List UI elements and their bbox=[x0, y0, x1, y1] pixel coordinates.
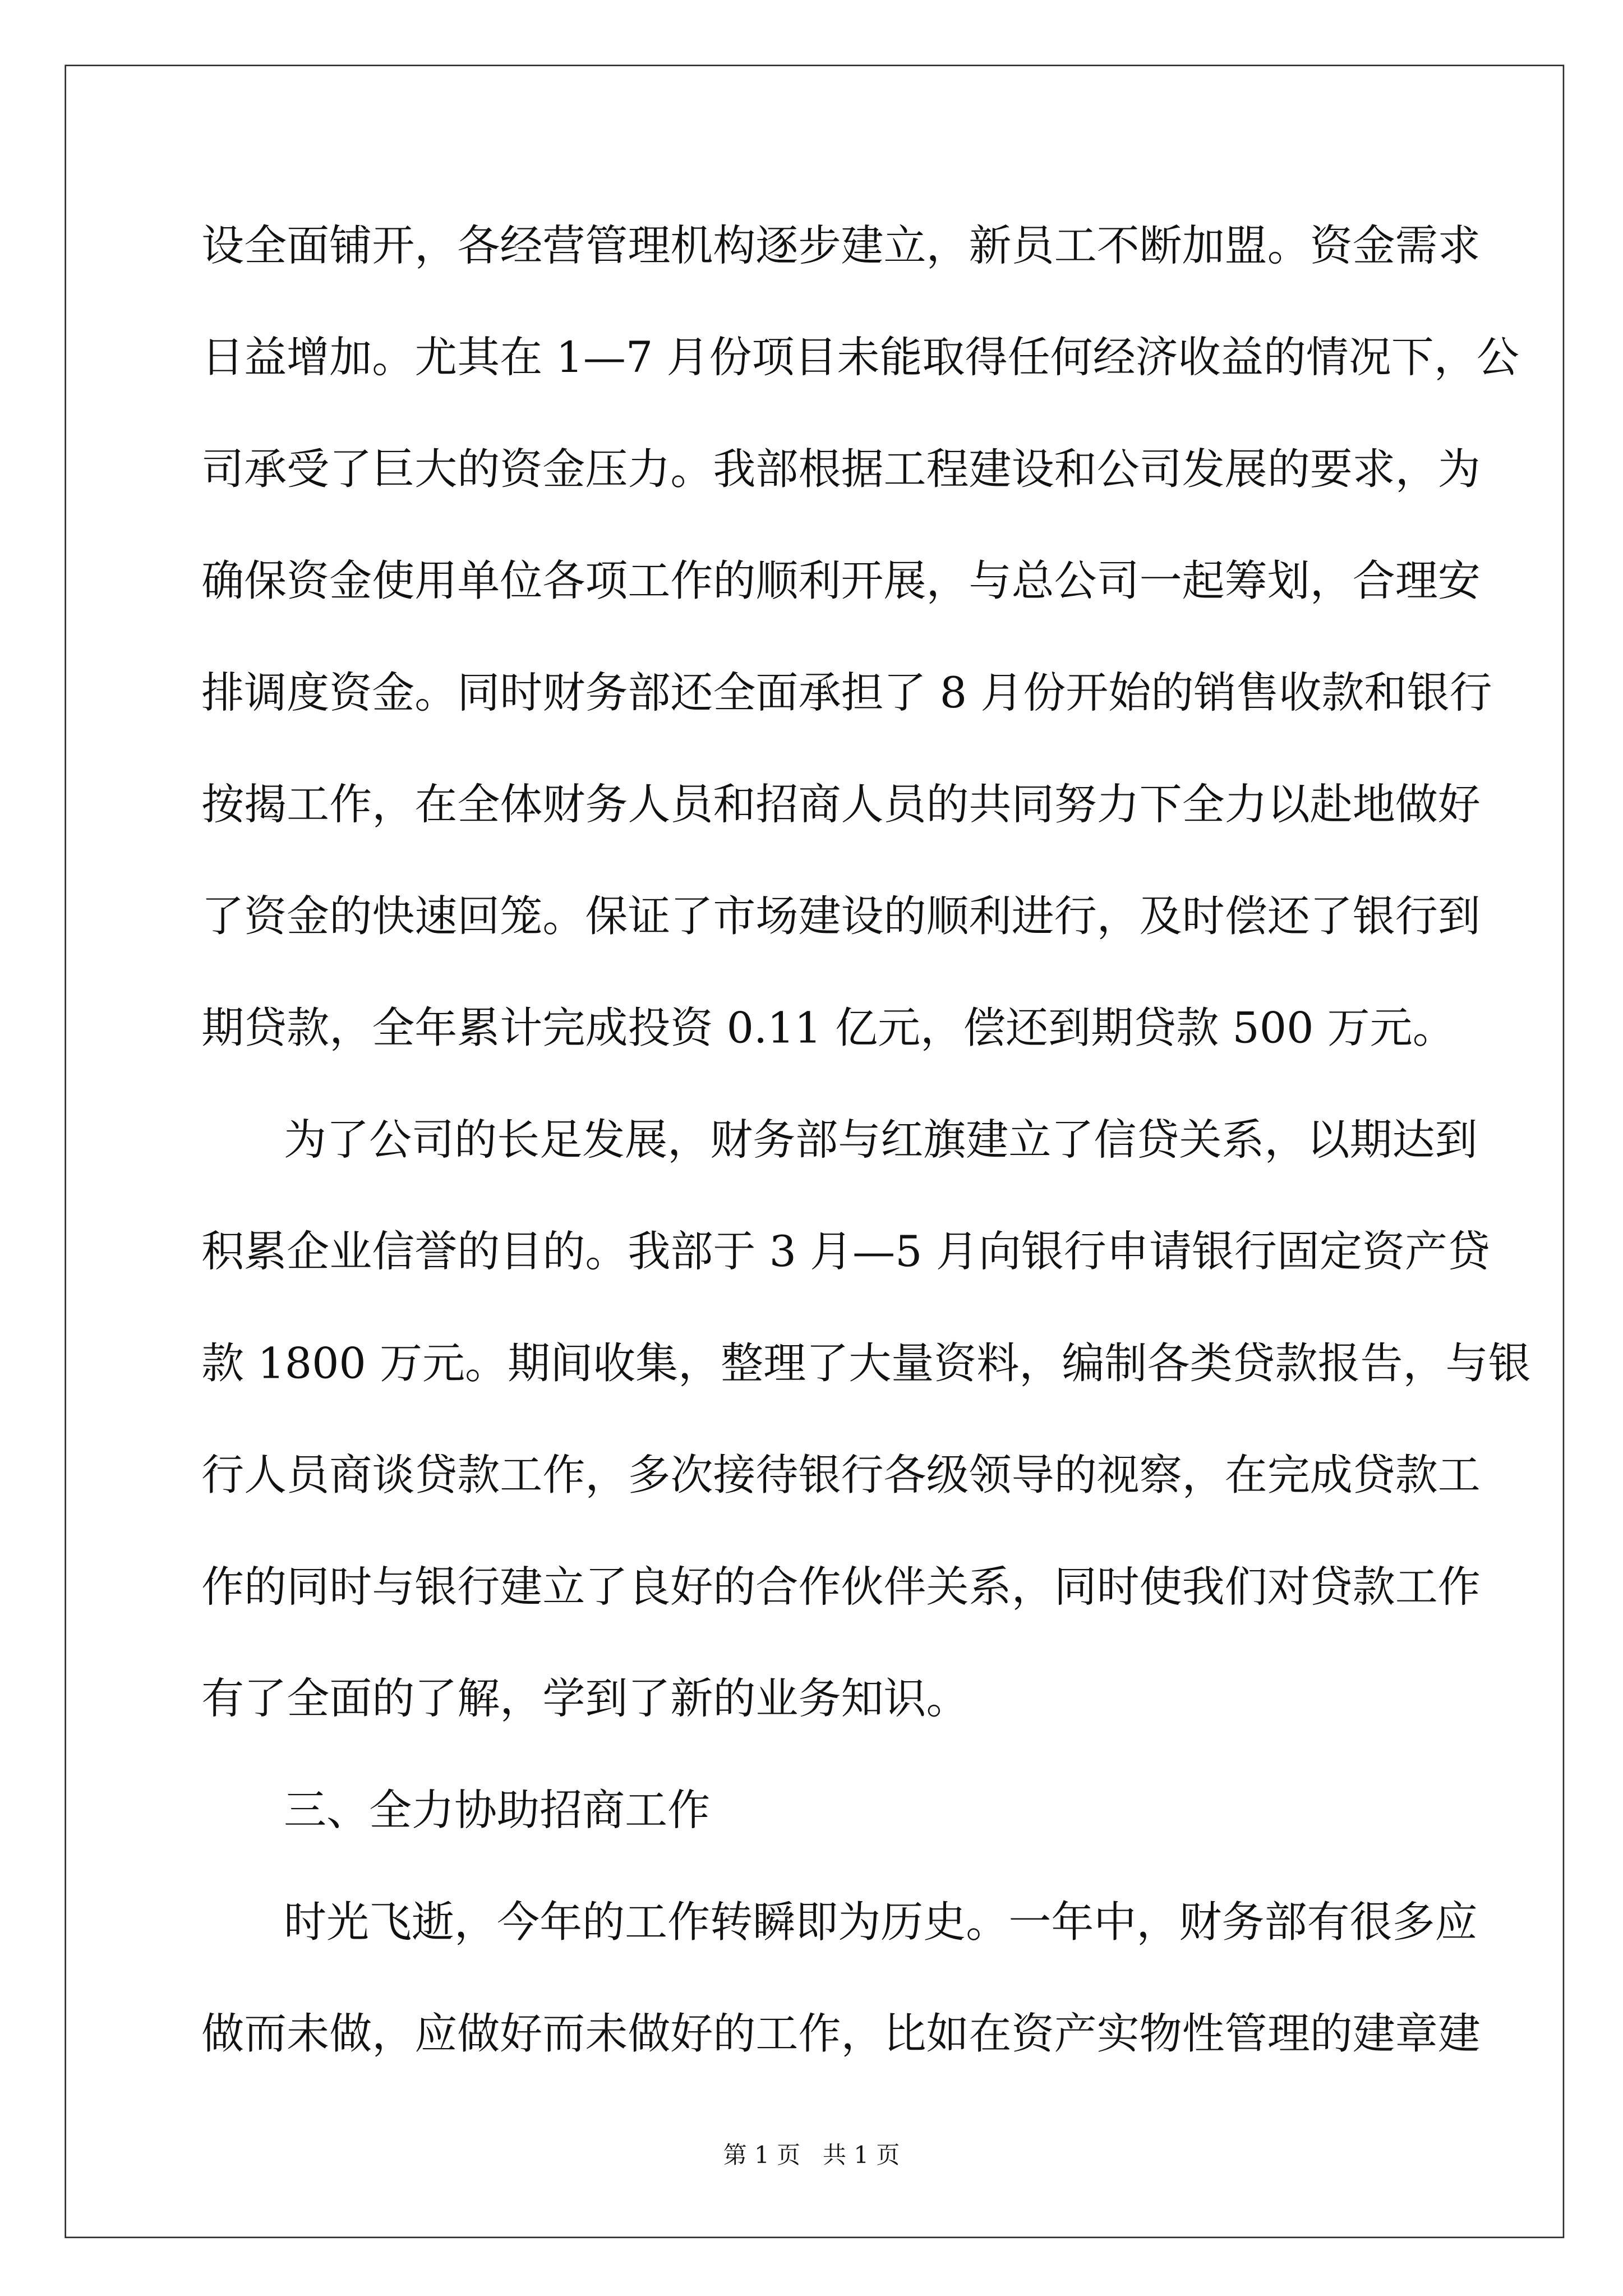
text-line: 积累企业信誉的目的。我部于 3 月—5 月向银行申请银行固定资产贷 bbox=[201, 1226, 1491, 1277]
text-line: 时光飞逝，今年的工作转瞬即为历史。一年中，财务部有很多应 bbox=[283, 1897, 1478, 1947]
text-line: 按揭工作，在全体财务人员和招商人员的共同努力下全力以赴地做好 bbox=[201, 779, 1481, 830]
text-line: 司承受了巨大的资金压力。我部根据工程建设和公司发展的要求，为 bbox=[201, 444, 1481, 494]
text-line: 作的同时与银行建立了良好的合作伙伴关系，同时使我们对贷款工作 bbox=[201, 1562, 1481, 1612]
text-line: 为了公司的长足发展，财务部与红旗建立了信贷关系，以期达到 bbox=[283, 1115, 1478, 1165]
text-line: 行人员商谈贷款工作，多次接待银行各级领导的视察，在完成贷款工 bbox=[201, 1450, 1481, 1500]
text-line: 确保资金使用单位各项工作的顺利开展，与总公司一起筹划，合理安 bbox=[201, 555, 1481, 606]
text-line: 日益增加。尤其在 1—7 月份项目未能取得任何经济收益的情况下，公 bbox=[201, 332, 1519, 383]
text-line: 有了全面的了解，学到了新的业务知识。 bbox=[201, 1673, 969, 1724]
text-line: 设全面铺开，各经营管理机构逐步建立，新员工不断加盟。资金需求 bbox=[201, 220, 1481, 271]
text-line: 期贷款，全年累计完成投资 0.11 亿元，偿还到期贷款 500 万元。 bbox=[201, 1002, 1455, 1053]
text-line: 做而未做，应做好而未做好的工作，比如在资产实物性管理的建章建 bbox=[201, 2008, 1481, 2059]
page-footer: 第 1 页 共 1 页 bbox=[723, 2141, 900, 2169]
text-line: 款 1800 万元。期间收集，整理了大量资料，编制各类贷款报告，与银 bbox=[201, 1338, 1531, 1388]
section-heading: 三、全力协助招商工作 bbox=[283, 1785, 711, 1835]
text-line: 了资金的快速回笼。保证了市场建设的顺利进行，及时偿还了银行到 bbox=[201, 891, 1481, 941]
text-line: 排调度资金。同时财务部还全面承担了 8 月份开始的销售收款和银行 bbox=[201, 668, 1492, 718]
